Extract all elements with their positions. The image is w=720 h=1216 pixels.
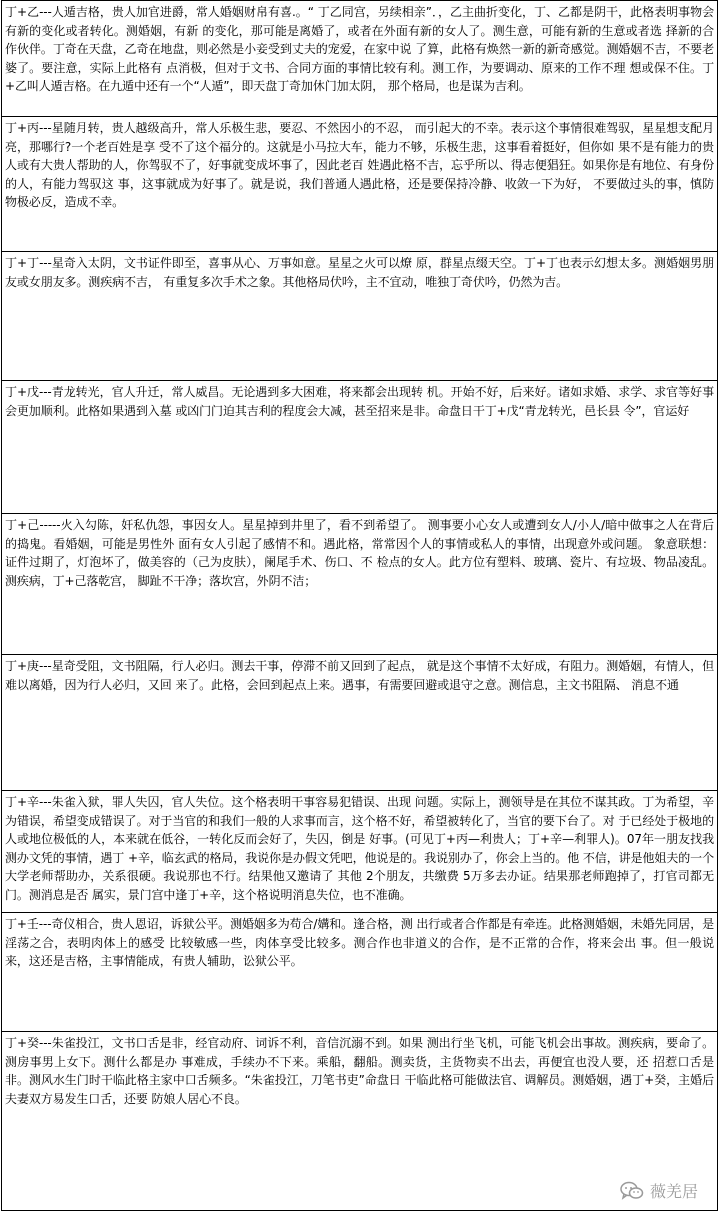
watermark-text: 薇羌居: [649, 1182, 698, 1201]
watermark: [620, 1179, 698, 1202]
wechat-icon: [620, 1181, 644, 1201]
table-row: 丁+辛---朱雀入狱，罪人失囚，官人失位。这个格表明干事容易犯错误、出现 问题。实际上，测领导是在其位不谋其政。丁为希望，辛为错误，希望变成错误了。对于当官的和我们一般的人求事而言，这个格不好，希望被转化了，当官的要下台了。对 于已经处于极地的人或地位极低的人，本来就在低谷，一转化反而会好了，失囚，倒是 好事。(可见丁+丙—利贵人；丁+辛—利罪人)。07年一朋友找我测办文凭的事情，遇丁 +辛，临玄武的格局，我说你是办假文凭吧，他说是的。我说别办了，你会上当的。他 不信，讲是他姐夫的一个大学老师帮助办，关系很硬。我说那也不行。结果他又邀请了 其他 2个朋友，共缴费 5万多去办证。结果那老师跑掉了，打官司都无门。测消息是否 属实，景门宫中逢丁+辛，这个格说明消息失位，也不准确。: [2, 791, 717, 913]
table-row: 丁+丁---星奇入太阴，文书证件即至，喜事从心、万事如意。星星之火可以燎 原，群星点缀天空。丁+丁也表示幻想太多。测婚姻男朋友或女朋友多。测疾病不吉， 有重复多次手术之象。其他格局伏吟，主不宜动，唯独丁奇伏吟，仍然为吉。: [2, 252, 717, 381]
table-row: 丁+壬---奇仪相合，贵人恩诏，诉狱公平。测婚姻多为苟合/媾和。逢合格，测 出行或者合作都是有牵连。此格测婚姻，未婚先同居，是淫荡之合，表明肉体上的感受 比较敏感一些，肉体享受比较多。测合作也非道义的合作，是不正常的合作，将来会出 事。但一般说来，这还是吉格，主事情能成，有贵人辅助，讼狱公平。: [2, 913, 717, 1032]
document-table: [1, 0, 718, 1211]
table-row: 丁+癸---朱雀投江，文书口舌是非，经官动府、词诉不利，音信沉溺不到。如果 测出行坐飞机，可能飞机会出事故。测疾病，要命了。测房事男上女下。测什么都是办 事难成，手续办不下来。乘船，翻船。测卖货，主货物卖不出去，再便宜也没人要，还 招惹口舌是非。测风水生门时干临此格主家中口舌频多。“朱雀投江，刀笔书吏”命盘日 干临此格可能做法官、调解员。测婚姻，遇丁+癸，主婚后夫妻双方易发生口舌，还要 防娘人居心不良。: [2, 1032, 717, 1211]
table-row: 丁+己-----火入勾陈，奸私仇怨，事因女人。星星掉到井里了，看不到希望了。 测事要小心女人或遭到女人/小人/暗中做事之人在背后的捣鬼。看婚姻，可能是男性外 面有女人引起了感情不和。遇此格，常常因个人的事情或私人的事情，出现意外或问题。 象意联想：证件过期了，灯泡坏了，做美容的（己为皮肤），阑尾手术、伤口、不 检点的女人。此方位有塑料、玻璃、瓷片、有垃圾、物品凌乱。测疾病，丁+己落乾宫， 脚趾不干净；落坎宫，外阴不洁；: [2, 514, 717, 655]
table-row: 丁+乙---人遁吉格，贵人加官进爵，常人婚姻财帛有喜.。“ 丁乙同宫，另续相亲”．，乙主曲折变化，丁、乙都是阴干，此格表明事物会有新的变化或者转化。测婚姻，有新 的变化，那可能是离婚了，或者在外面有新的女人了。测生意，可能有新的生意或者选 择新的合作伙伴。丁奇在天盘，乙奇在地盘，则必然是小妾受到丈夫的宠爱，在家中说 了算，此格有焕然一新的新奇感觉。测婚姻不吉，不要老婆了。要注意，实际上此格有 点消极，但对于文书、合同方面的事情比较有利。测工作，为要调动、原来的工作不理 想或保不住。丁+乙叫人遁吉格。在九遁中还有一个“人遁”，即天盘丁奇加休门加太阴， 那个格局，也是谋为吉利。: [2, 0, 717, 117]
table-row: 丁+戊---青龙转光，官人升迁，常人威昌。无论遇到多大困难，将来都会出现转 机。开始不好，后来好。诸如求婚、求学、求官等好事会更加顺利。此格如果遇到入墓 或凶门门迫其吉利的程度会大减，甚至招来是非。命盘日干丁+戊“青龙转光，邑长县 令”，官运好: [2, 381, 717, 514]
table-row: 丁+丙---星随月转，贵人越级高升，常人乐极生悲，要忍、不然因小的不忍， 而引起大的不幸。表示这个事情很难驾驭，星星想支配月亮，那哪行?一个老百姓是享 受不了这个福分的。这就是小马拉大车，能力不够，乐极生悲，这事看着挺好，但你如 果不是有能力的贵人或有大贵人帮助的人，你驾驭不了，好事就变成坏事了，因此老百 姓遇此格不吉，忘乎所以、得志便猖狂。如果你是有地位、有身份的人，有能力驾驭这 事，这事就成为好事了。就是说，我们普通人遇此格，还是要保持冷静、收敛一下为好， 不要做过头的事，慎防物极必反，造成不幸。: [2, 117, 717, 252]
table-row: 丁+庚---星奇受阻，文书阻隔，行人必归。测去干事，停滞不前又回到了起点， 就是这个事情不太好成，有阻力。测婚姻，有情人，但难以离婚，因为行人必归，又回 来了。此格，会回到起点上来。遇事，有需要回避或退守之意。测信息，主文书阻隔、 消息不通: [2, 655, 717, 791]
